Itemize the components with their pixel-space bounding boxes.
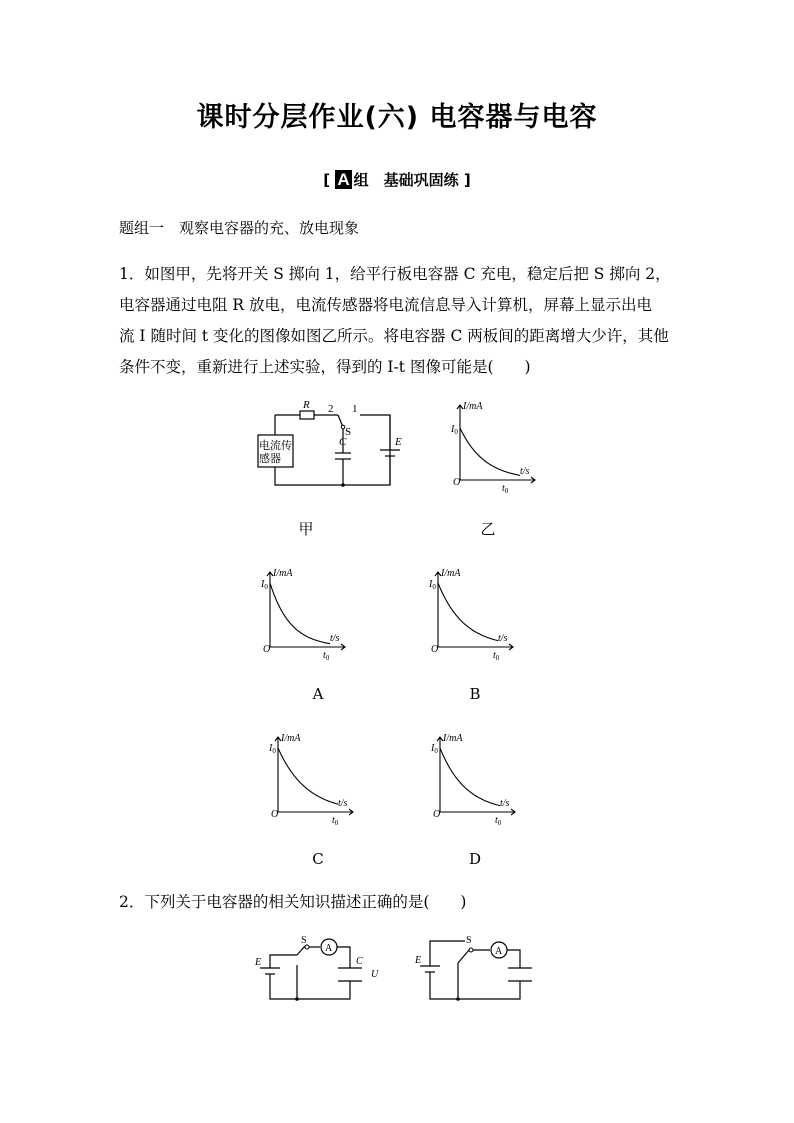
label-E: E xyxy=(415,955,422,966)
y-axis-label: I/mA xyxy=(463,401,483,412)
bracket-close: ] xyxy=(463,171,471,189)
graph-yi xyxy=(420,395,550,495)
svg-text:I0 xyxy=(450,424,458,436)
svg-text:t0 xyxy=(323,650,330,662)
caption-A: A xyxy=(312,685,324,703)
svg-text:I0 xyxy=(260,579,268,591)
i0-sub: 0 xyxy=(432,583,436,591)
t0-sub: 0 xyxy=(334,819,339,827)
label-S: S xyxy=(466,935,472,946)
i0-label: I xyxy=(269,743,273,754)
i0-label: I xyxy=(261,579,265,590)
i0-sub: 0 xyxy=(434,747,438,755)
svg-text:I/mA xyxy=(462,401,483,412)
label-C: C xyxy=(339,436,347,448)
label-C: C xyxy=(356,956,363,967)
question-1 xyxy=(119,259,679,383)
q1-line2: 电容器通过电阻 R 放电，电流传感器将电流信息导入计算机，屏幕上显示出电 xyxy=(119,296,653,314)
caption-jia: 甲 xyxy=(298,520,314,538)
bracket-open: [ xyxy=(323,171,331,189)
page-title: 课时分层作业(六) 电容器与电容 xyxy=(196,102,598,133)
label-2: 2 xyxy=(328,403,334,415)
label-S: S xyxy=(301,935,307,946)
sensor-label-2: 感器 xyxy=(259,452,281,465)
q2-circuit-2 xyxy=(410,933,550,1005)
q1-number: 1． xyxy=(119,265,145,283)
x-axis-label: t/s xyxy=(500,798,510,809)
i0-sub: 0 xyxy=(264,583,268,591)
group-badge: A xyxy=(337,170,350,189)
svg-text:I0 xyxy=(428,579,436,591)
ammeter-label: A xyxy=(325,943,333,954)
svg-text:t0 xyxy=(502,483,509,495)
q2-number: 2． xyxy=(119,893,145,911)
i0-label: I xyxy=(431,743,435,754)
label-1: 1 xyxy=(352,403,358,415)
x-axis-label: t/s xyxy=(338,798,348,809)
ammeter-label: A xyxy=(495,946,503,957)
graph-A xyxy=(230,562,360,662)
t0-label: t xyxy=(502,483,505,494)
x-axis-label: t/s xyxy=(498,633,508,644)
q1-line1: 如图甲，先将开关 S 掷向 1，给平行板电容器 C 充电，稳定后把 S 掷向 2， xyxy=(144,265,671,283)
circuit-jia xyxy=(240,395,410,495)
label-R: R xyxy=(303,399,310,411)
q2-text: 下列关于电容器的相关知识描述正确的是( ) xyxy=(144,893,467,911)
x-axis-label: t/s xyxy=(330,633,340,644)
origin-label: O xyxy=(431,644,439,655)
label-E: E xyxy=(395,436,402,448)
t0-sub: 0 xyxy=(497,819,502,827)
graph-B xyxy=(398,562,528,662)
y-axis-label: I/mA xyxy=(441,568,461,579)
origin-label: O xyxy=(433,809,441,820)
q1-line4: 条件不变，重新进行上述实验，得到的 I-t 图像可能是( ) xyxy=(119,358,531,376)
decay-curve xyxy=(460,428,520,475)
i0-sub: 0 xyxy=(454,428,458,436)
origin-label: O xyxy=(263,644,271,655)
t0-sub: 0 xyxy=(495,654,500,662)
origin-label: O xyxy=(453,477,461,488)
origin-label: O xyxy=(271,809,279,820)
t0-label: t xyxy=(332,815,335,826)
caption-yi: 乙 xyxy=(480,520,496,538)
t0-label: t xyxy=(493,650,496,661)
y-axis-label: I/mA xyxy=(443,733,463,744)
question-2 xyxy=(119,890,466,912)
svg-text:I0 xyxy=(430,743,438,755)
svg-text:t0 xyxy=(493,650,500,662)
decay-curve xyxy=(278,748,338,804)
label-E: E xyxy=(255,957,262,968)
svg-text:I0 xyxy=(268,743,276,755)
decay-curve xyxy=(440,748,500,806)
caption-D: D xyxy=(468,850,482,868)
i0-sub: 0 xyxy=(272,747,276,755)
i0-label: I xyxy=(429,579,433,590)
graph-D xyxy=(400,727,530,827)
sensor-label-1: 电流传 xyxy=(259,439,292,452)
caption-C: C xyxy=(312,850,324,868)
label-S: S xyxy=(345,426,352,438)
t0-label: t xyxy=(495,815,498,826)
decay-curve xyxy=(270,583,330,644)
svg-text:t0 xyxy=(332,815,339,827)
q1-line3: 流 I 随时间 t 变化的图像如图乙所示。将电容器 C 两板间的距离增大少许，其他 xyxy=(119,327,669,345)
t0-label: t xyxy=(323,650,326,661)
i0-label: I xyxy=(451,424,455,435)
t0-sub: 0 xyxy=(504,487,509,495)
x-axis-label: t/s xyxy=(520,466,530,477)
section-header xyxy=(0,169,794,190)
group-text: 组 基础巩固练 xyxy=(353,171,459,189)
y-axis-label: I/mA xyxy=(273,568,293,579)
caption-B: B xyxy=(469,685,481,703)
y-axis-label: I/mA xyxy=(281,733,301,744)
svg-text:t0 xyxy=(495,815,502,827)
decay-curve xyxy=(438,583,498,641)
graph-C xyxy=(238,727,368,827)
label-U: U xyxy=(371,969,379,980)
q2-circuit-1 xyxy=(250,935,390,1007)
t0-sub: 0 xyxy=(325,654,330,662)
topic-heading: 题组一 观察电容器的充、放电现象 xyxy=(119,219,360,237)
